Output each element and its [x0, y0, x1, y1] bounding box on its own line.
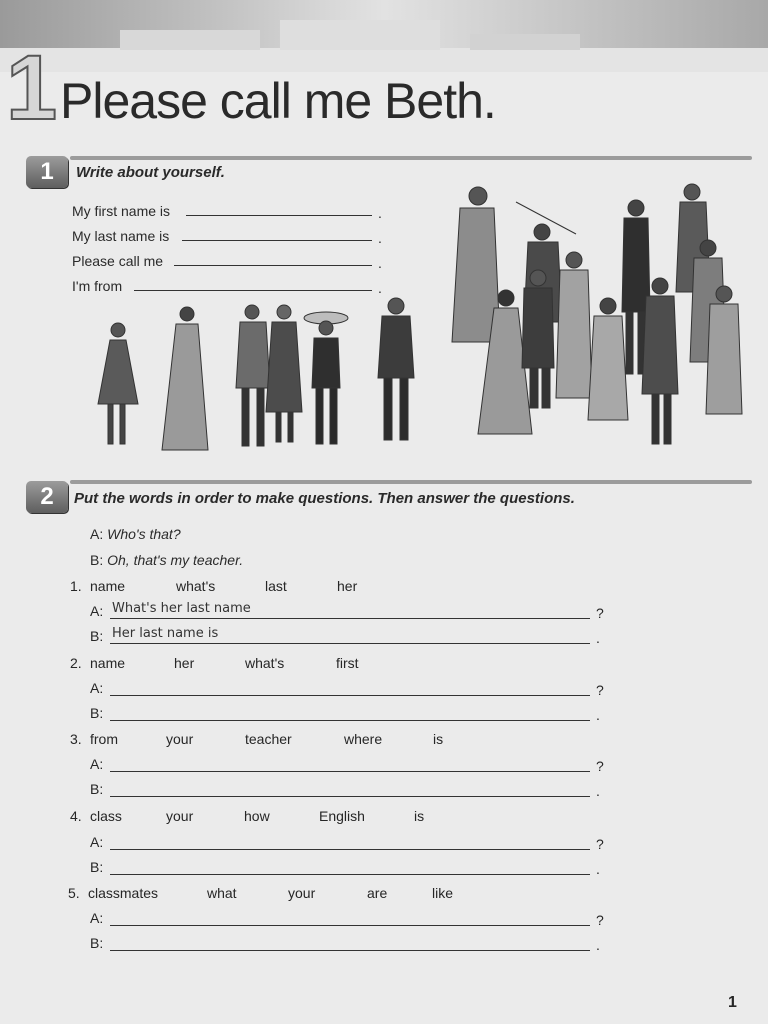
person-figure — [378, 298, 414, 440]
item5-word: are — [367, 885, 388, 901]
item4-a-field[interactable] — [110, 849, 590, 850]
item3-a-end: ? — [596, 758, 604, 774]
person-figure — [706, 286, 742, 414]
item4-a-label: A: — [90, 834, 104, 850]
item3-word: where — [344, 731, 383, 747]
example-b-text: Oh, that's my teacher. — [107, 552, 244, 568]
item3-b-end: . — [596, 783, 600, 799]
last-name-end: . — [378, 230, 382, 246]
item4-b-label: B: — [90, 859, 104, 875]
call-me-end: . — [378, 255, 382, 271]
person-figure — [98, 323, 138, 444]
item5-a-field[interactable] — [110, 925, 590, 926]
item1-word: name — [90, 578, 126, 594]
item5-word: classmates — [88, 885, 159, 901]
page-title: Please call me Beth. — [60, 73, 496, 129]
item3-word: is — [433, 731, 444, 747]
person-figure — [236, 305, 270, 446]
from-label: I'm from — [72, 278, 123, 294]
person-figure — [304, 312, 348, 444]
item4-number: 4. — [70, 808, 82, 824]
item5-word: what — [207, 885, 237, 901]
item5-b-field[interactable] — [110, 950, 590, 951]
item2-word: name — [90, 655, 126, 671]
example-a-text: Who's that? — [107, 526, 181, 542]
first-name-label: My first name is — [72, 203, 171, 219]
item5-number: 5. — [68, 885, 80, 901]
section2-rule — [70, 480, 752, 484]
from-end: . — [378, 280, 382, 296]
section1-badge: 1 — [26, 156, 68, 188]
item5-b-end: . — [596, 937, 600, 953]
item3-number: 3. — [70, 731, 82, 747]
item2-word: what's — [245, 655, 285, 671]
item5-b-label: B: — [90, 935, 104, 951]
item5-word: your — [288, 885, 316, 901]
section2-instruction: Put the words in order to make questions. Then answer the questions. — [74, 490, 575, 507]
item2-b-field[interactable] — [110, 720, 590, 721]
item2-number: 2. — [70, 655, 82, 671]
section1-rule — [70, 156, 752, 160]
item3-word: from — [90, 731, 118, 747]
unit-number: 1 — [6, 37, 58, 139]
example-a — [90, 526, 181, 542]
item1-word: her — [337, 578, 358, 594]
example-b-label: B: — [90, 552, 104, 568]
item3-word: your — [166, 731, 194, 747]
example-a-label: A: — [90, 526, 104, 542]
item4-word: is — [414, 808, 425, 824]
item1-word: what's — [176, 578, 216, 594]
first-name-end: . — [378, 205, 382, 221]
example-b — [90, 552, 243, 568]
person-figure — [588, 298, 628, 420]
call-me-label: Please call me — [72, 253, 164, 269]
item3-b-field[interactable] — [110, 796, 590, 797]
item1-b-label: B: — [90, 628, 104, 644]
item4-a-end: ? — [596, 836, 604, 852]
item4-word: English — [319, 808, 365, 824]
item4-b-end: . — [596, 861, 600, 877]
item1-a-label: A: — [90, 603, 104, 619]
item3-a-label: A: — [90, 756, 104, 772]
person-figure — [556, 252, 592, 398]
item1-a-field[interactable] — [110, 618, 590, 619]
item2-b-label: B: — [90, 705, 104, 721]
person-figure — [162, 307, 208, 450]
item4-b-field[interactable] — [110, 874, 590, 875]
section1-instruction: Write about yourself. — [76, 164, 225, 181]
item1-b-end: . — [596, 630, 600, 646]
section2-badge: 2 — [26, 481, 68, 513]
item2-a-end: ? — [596, 682, 604, 698]
person-figure — [642, 278, 678, 444]
item3-word: teacher — [245, 731, 292, 747]
item1-number: 1. — [70, 578, 82, 594]
item3-b-label: B: — [90, 781, 104, 797]
item1-a-answer: What's her last name — [112, 601, 251, 616]
people-illustration — [80, 182, 748, 454]
item1-a-end: ? — [596, 605, 604, 621]
item5-word: like — [432, 885, 454, 901]
item1-b-field[interactable] — [110, 643, 590, 644]
item2-a-label: A: — [90, 680, 104, 696]
last-name-label: My last name is — [72, 228, 170, 244]
item5-a-label: A: — [90, 910, 104, 926]
item4-word: how — [244, 808, 270, 824]
header-band — [0, 0, 768, 72]
item1-word: last — [265, 578, 287, 594]
item4-word: your — [166, 808, 194, 824]
item5-a-end: ? — [596, 912, 604, 928]
person-figure — [266, 305, 302, 442]
item1-b-answer: Her last name is — [112, 626, 219, 641]
item2-word: her — [174, 655, 195, 671]
item4-word: class — [90, 808, 122, 824]
item2-b-end: . — [596, 707, 600, 723]
item2-word: first — [336, 655, 359, 671]
item3-a-field[interactable] — [110, 771, 590, 772]
page-number: 1 — [728, 994, 737, 1011]
item2-a-field[interactable] — [110, 695, 590, 696]
